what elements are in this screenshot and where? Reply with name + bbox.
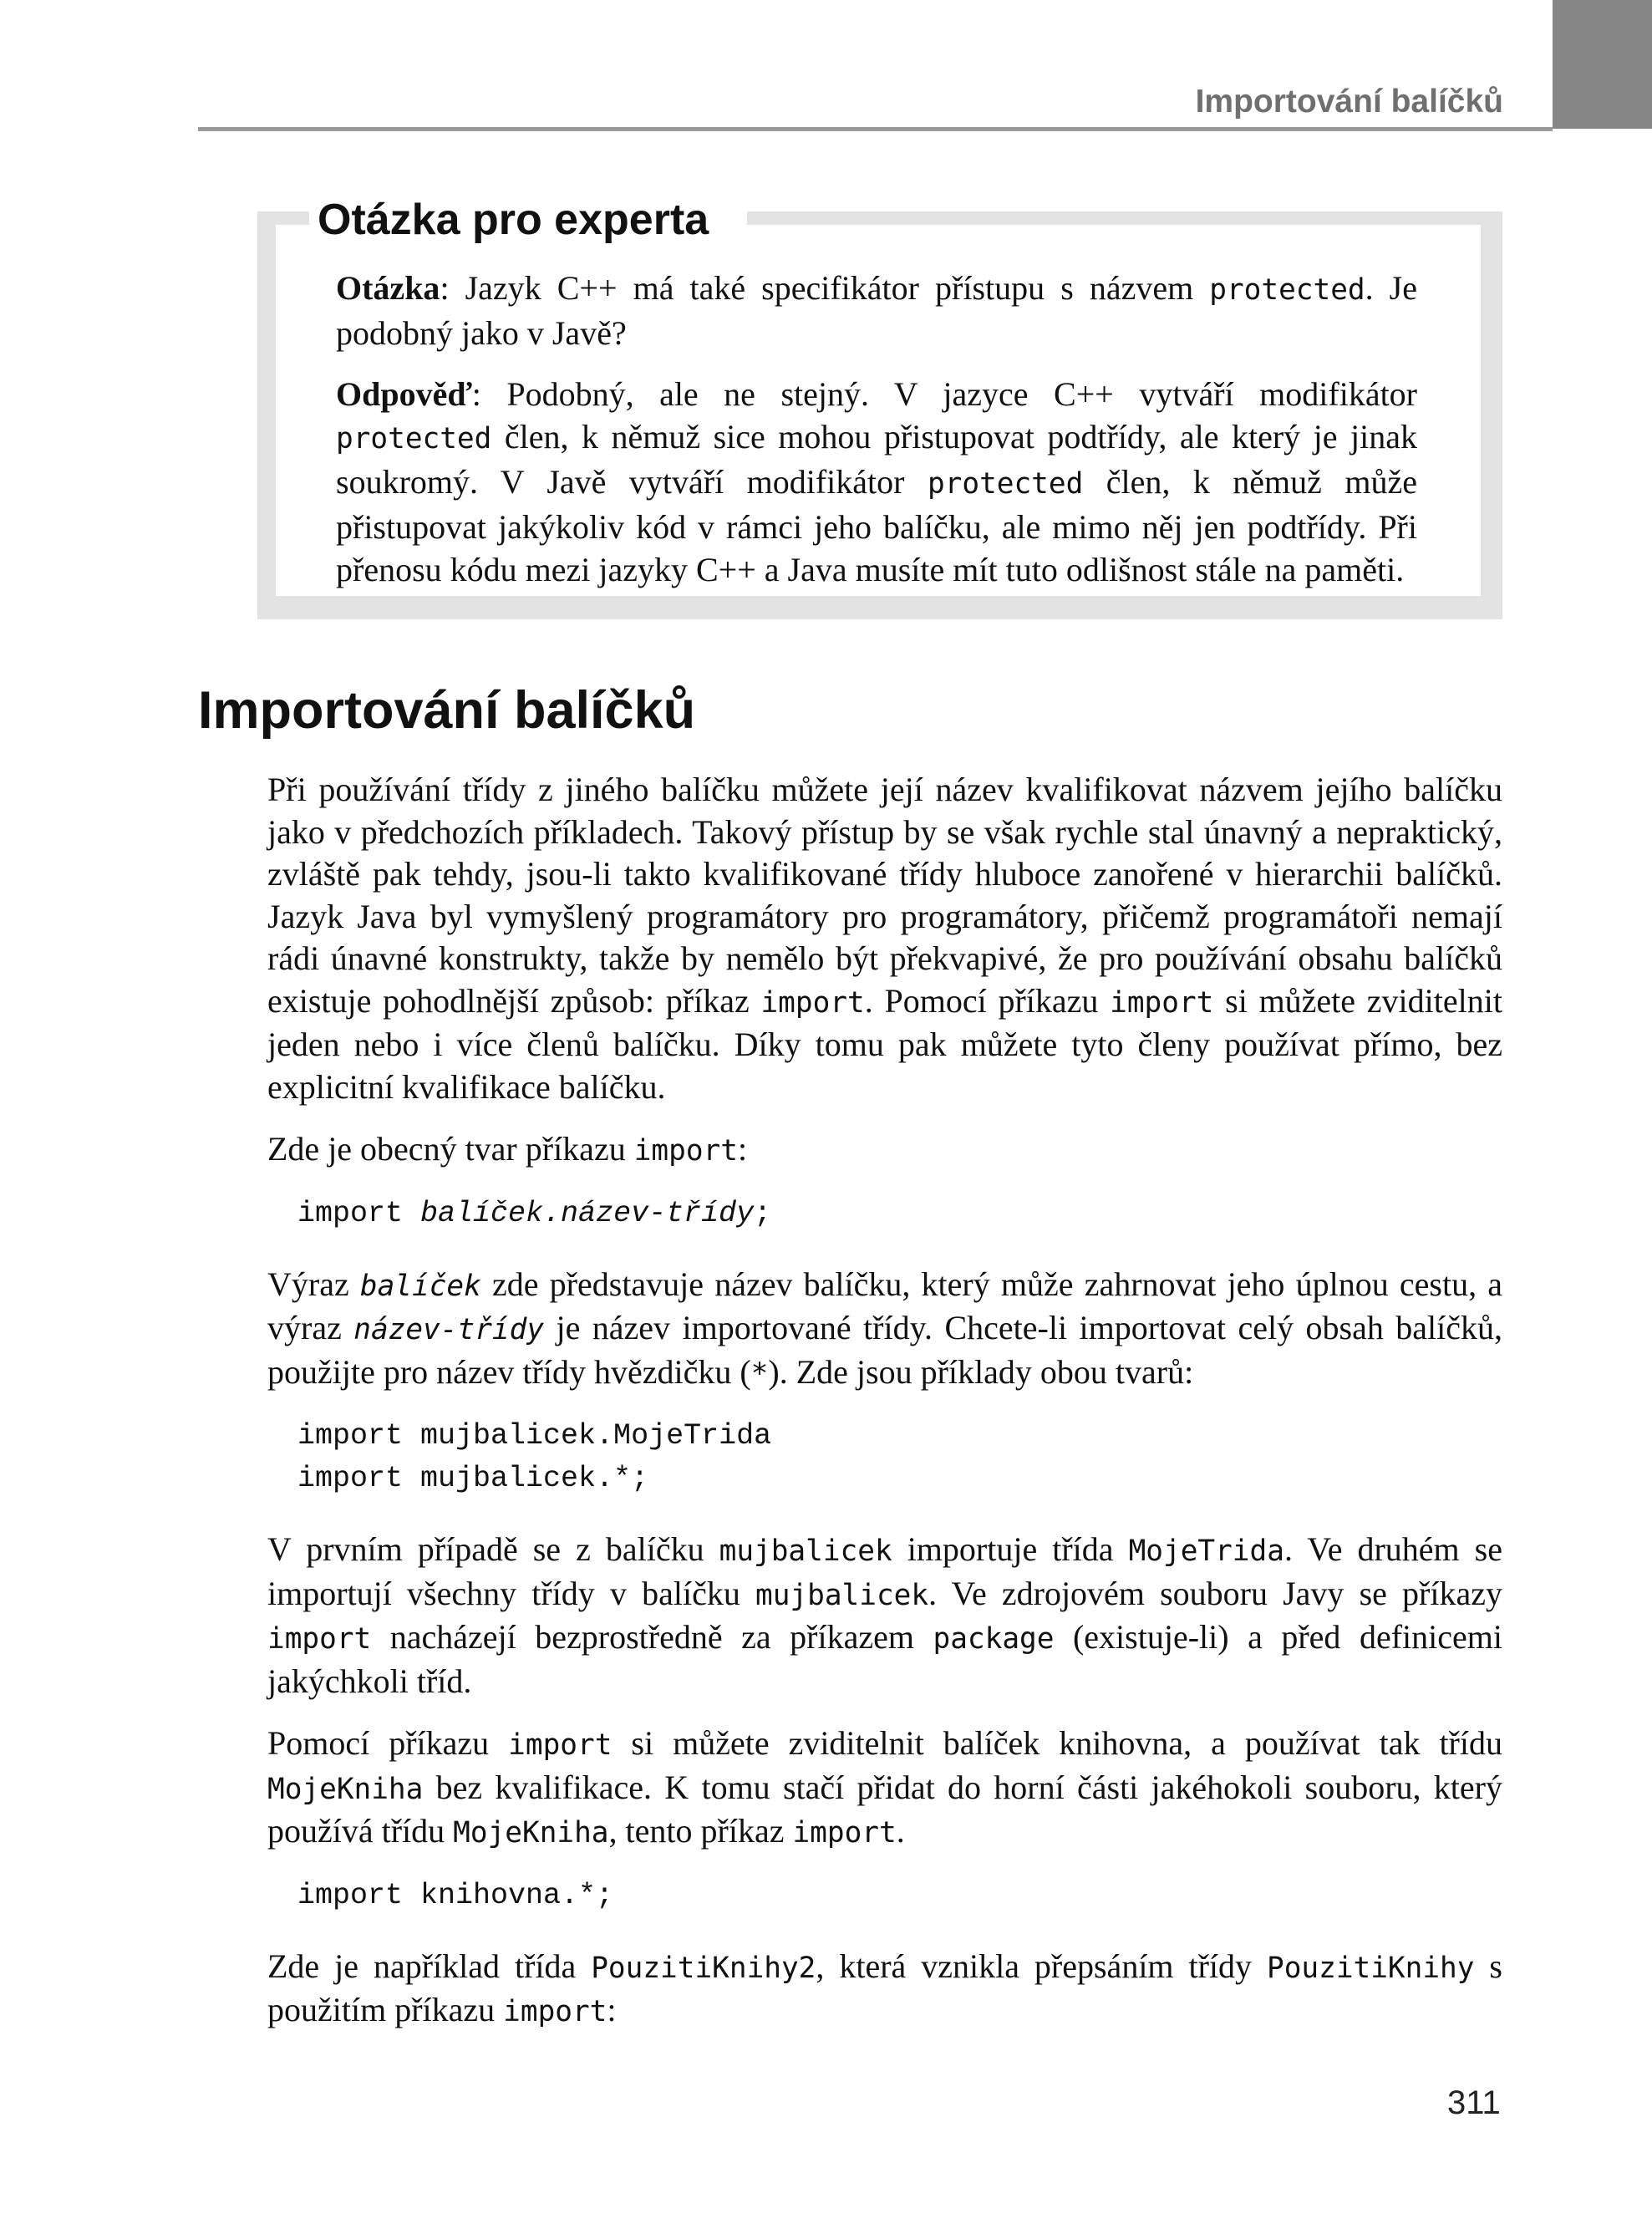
text-run: , tento příkaz (608, 1812, 793, 1850)
text-run: : Jazyk C++ má také specifikátor přístupu s názvem (440, 269, 1210, 307)
inline-code: PouzitiKnihy2 (591, 1951, 816, 1985)
answer-label: Odpověď (336, 375, 472, 413)
page-number: 311 (1447, 2084, 1501, 2121)
expert-box-title: Otázka pro experta (309, 189, 747, 251)
inline-code: mujbalicek (755, 1578, 929, 1612)
text-run: . Ve zdrojovém souboru Javy se příkazy (928, 1574, 1502, 1612)
text-run: bez kvalifikace. K tomu stačí přidat do horní části jakéhokoli souboru, který používá třídu (267, 1768, 1502, 1850)
header-rule (198, 127, 1553, 131)
text-run: . Pomocí příkazu (864, 981, 1111, 1020)
text-run: si můžete zviditelnit balíček knihovna, a používat tak třídu (612, 1724, 1502, 1762)
expert-question (336, 267, 1417, 354)
inline-code: import (267, 1622, 372, 1656)
text-run: V prvním případě se z balíčku (267, 1530, 719, 1568)
inline-code: protected (1209, 273, 1365, 307)
inline-code: * (750, 1356, 769, 1391)
code-block (297, 1875, 1502, 1917)
expert-answer (336, 373, 1417, 591)
section-heading: Importování balíčků (198, 681, 696, 740)
inline-code: import (503, 1995, 607, 2028)
running-header-title: Importování balíčků (1195, 84, 1503, 120)
inline-code: MojeTrida (1128, 1534, 1284, 1568)
text-run: Zde je například třída (267, 1947, 592, 1985)
inline-code: MojeKniha (453, 1816, 609, 1850)
expert-question-box (257, 211, 1502, 619)
paragraph (267, 1529, 1502, 1702)
text-run: ). Zde jsou příklady obou tvarů: (768, 1352, 1194, 1391)
text-run: si můžete zviditelnit jeden nebo i více členů balíčku. Díky tomu pak můžete tyto členy používat přímo, bez explicitní kvalifikace balíčku. (267, 981, 1502, 1106)
section-body (267, 769, 1502, 2054)
text-run: : (737, 1130, 748, 1168)
code-line: import knihovna.*; (297, 1878, 614, 1912)
paragraph (267, 1264, 1502, 1396)
inline-code: import (1110, 985, 1214, 1020)
text-run: . Ve druhém se importují všechny třídy v balíčku (267, 1530, 1502, 1612)
paragraph (267, 769, 1502, 1108)
text-run: (existuje-li) a před definicemi jakýchkoli tříd. (267, 1618, 1502, 1700)
paragraph (267, 1128, 1502, 1173)
inline-code-italic: balíček (359, 1269, 481, 1303)
text-run: , která vznikla přepsáním třídy (816, 1947, 1267, 1985)
inline-code: import (792, 1816, 897, 1850)
inline-code: package (933, 1622, 1055, 1656)
text-run: : (607, 1991, 617, 2028)
code-line: import mujbalicek.*; (297, 1462, 649, 1495)
text-run: . Je podobný jako v Javě? (336, 269, 1417, 352)
inline-code: import (760, 985, 865, 1020)
inline-code: protected (927, 467, 1084, 501)
code-placeholder: balíček.název-třídy (420, 1196, 755, 1230)
text-run: je název importované třídy. Chcete-li importovat celý obsah balíčků, použijte pro název třídy hvězdičku ( (267, 1309, 1502, 1391)
chapter-tab (1553, 0, 1652, 129)
inline-code: import (508, 1728, 613, 1762)
paragraph (267, 1723, 1502, 1855)
text-run: Pomocí příkazu (267, 1724, 509, 1762)
inline-code: MojeKniha (267, 1772, 424, 1806)
expert-box-content (276, 225, 1481, 596)
inline-code: protected (336, 422, 492, 455)
inline-code: PouzitiKnihy (1267, 1951, 1475, 1985)
question-label: Otázka (336, 269, 440, 307)
inline-code: import (633, 1134, 738, 1168)
code-keyword: import (297, 1196, 421, 1230)
inline-code-italic: název-třídy (353, 1313, 545, 1346)
text-run: Zde je obecný tvar příkazu (267, 1130, 634, 1168)
text-run: s použitím příkazu (267, 1947, 1502, 2028)
paragraph (267, 1946, 1502, 2033)
text-run: člen, k němuž může přistupovat jakýkoliv kód v rámci jeho balíčku, ale mimo něj jen podtřídy. Při přenosu kódu mezi jazyky C++ a Java musíte mít tuto odlišnost stále na paměti. (336, 463, 1417, 588)
text-run: importuje třída (892, 1530, 1129, 1568)
text-run: : Podobný, ale ne stejný. V jazyce C++ vytváří modifikátor (471, 375, 1417, 413)
text-run: . (896, 1812, 905, 1850)
text-run: nacházejí bezprostředně za příkazem (371, 1618, 933, 1656)
code-line (297, 1193, 1502, 1235)
text-run: člen, k němuž sice mohou přistupovat podtřídy, ale který je jinak soukromý. V Javě vytváří modifikátor (336, 418, 1417, 501)
inline-code: mujbalicek (719, 1534, 892, 1568)
text-run: Při používání třídy z jiného balíčku můžete její název kvalifikovat názvem jejího balíčku jako v předchozích příkladech. Takový přístup by se však rychle stal únavný a nepraktický, zvláště pak tehdy, jsou-li takto kvalifikované třídy hluboce zanořené v hierarchii balíčků. Jazyk Java byl vymyšlený programátory pro programátory, přičemž programátoři nemají rádi únavné konstrukty, takže by nemělo být překvapivé, že pro používání obsahu balíčků existuje pohodlnější způsob: příkaz (267, 771, 1502, 1020)
text-run: Výraz (267, 1265, 360, 1303)
code-line: import mujbalicek.MojeTrida (297, 1419, 772, 1453)
code-punct: ; (754, 1196, 772, 1230)
code-block (297, 1415, 1502, 1500)
text-run: zde představuje název balíčku, který může zahrnovat jeho úplnou cestu, a výraz (267, 1265, 1502, 1346)
code-block (297, 1193, 1502, 1235)
